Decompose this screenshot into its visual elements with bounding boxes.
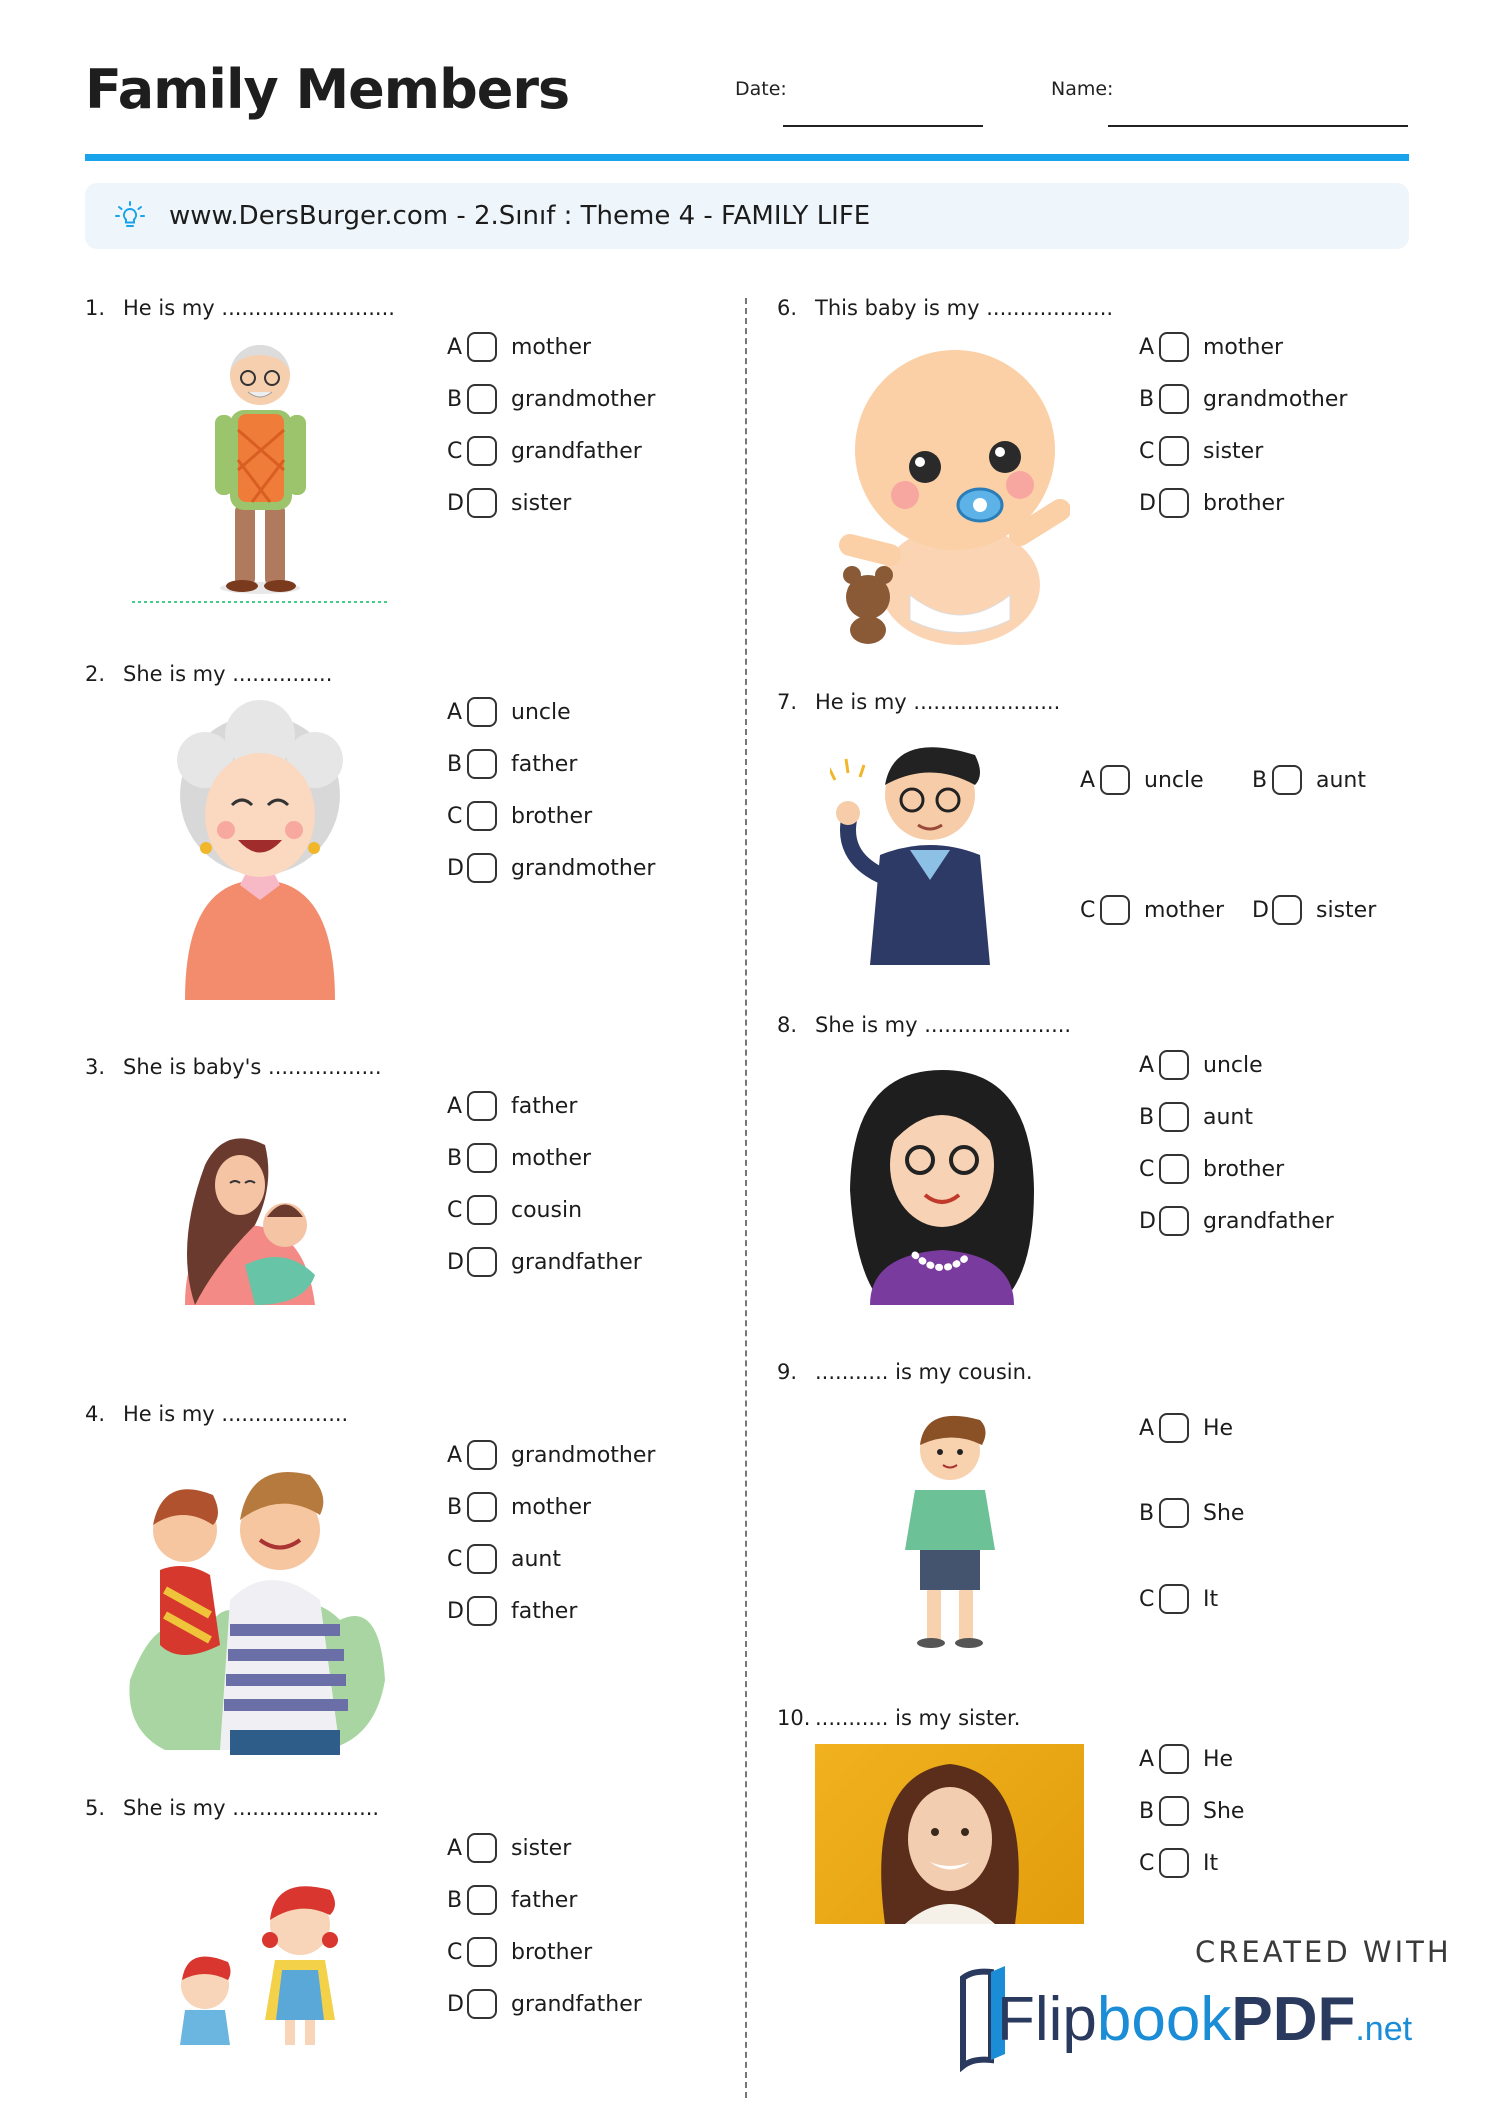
aunt-illustration	[845, 1065, 1040, 1305]
checkbox[interactable]	[467, 332, 497, 362]
q9-option-c[interactable]: C It	[1139, 1584, 1218, 1614]
question-4: 4. He is my ...................	[85, 1402, 349, 1426]
q8-option-c[interactable]: C brother	[1139, 1154, 1284, 1184]
checkbox[interactable]	[1159, 1796, 1189, 1826]
checkbox[interactable]	[467, 1937, 497, 1967]
checkbox[interactable]	[467, 384, 497, 414]
question-5: 5. She is my ......................	[85, 1796, 380, 1820]
checkbox[interactable]	[467, 1833, 497, 1863]
cousin-boy-illustration	[895, 1410, 1005, 1660]
checkbox[interactable]	[467, 1596, 497, 1626]
q8-option-a[interactable]: A uncle	[1139, 1050, 1263, 1080]
checkbox[interactable]	[1272, 765, 1302, 795]
q9-option-b[interactable]: B She	[1139, 1498, 1244, 1528]
name-label: Name:	[1051, 78, 1114, 100]
checkbox[interactable]	[1159, 332, 1189, 362]
q2-option-c[interactable]: C brother	[447, 801, 592, 831]
grandfather-illustration	[120, 330, 400, 620]
q5-option-b[interactable]: B father	[447, 1885, 577, 1915]
q2-option-b[interactable]: B father	[447, 749, 577, 779]
baby-illustration	[830, 335, 1070, 655]
uncle-illustration	[830, 735, 1010, 965]
checkbox[interactable]	[1159, 1102, 1189, 1132]
checkbox[interactable]	[467, 1195, 497, 1225]
sisters-illustration	[160, 1870, 350, 2055]
svg-text:FlipbookPDF.net: FlipbookPDF.net	[997, 1985, 1413, 2054]
question-3: 3. She is baby's .................	[85, 1055, 382, 1079]
q6-option-d[interactable]: D brother	[1139, 488, 1284, 518]
question-10: 10. ........... is my sister.	[777, 1706, 1021, 1730]
q1-option-c[interactable]: C grandfather	[447, 436, 642, 466]
checkbox[interactable]	[467, 1143, 497, 1173]
created-with-label: CREATED WITH	[1195, 1935, 1452, 1969]
lightbulb-icon	[113, 199, 147, 233]
checkbox[interactable]	[467, 1247, 497, 1277]
q4-option-a[interactable]: A grandmother	[447, 1440, 655, 1470]
q8-option-b[interactable]: B aunt	[1139, 1102, 1253, 1132]
question-2: 2. She is my ...............	[85, 662, 333, 686]
checkbox[interactable]	[1159, 1154, 1189, 1184]
question-9: 9. ........... is my cousin.	[777, 1360, 1033, 1384]
father-with-child-illustration	[120, 1440, 395, 1755]
q1-option-a[interactable]: A mother	[447, 332, 591, 362]
q3-option-b[interactable]: B mother	[447, 1143, 591, 1173]
flipbookpdf-logo[interactable]	[955, 1960, 1425, 2080]
question-1: 1. He is my ..........................	[85, 296, 395, 320]
checkbox[interactable]	[1159, 1744, 1189, 1774]
checkbox[interactable]	[1159, 1413, 1189, 1443]
checkbox[interactable]	[467, 749, 497, 779]
q7-option-c[interactable]: C mother	[1080, 895, 1224, 925]
column-divider	[745, 298, 747, 2098]
q5-option-c[interactable]: C brother	[447, 1937, 592, 1967]
checkbox[interactable]	[467, 1989, 497, 2019]
q6-option-b[interactable]: B grandmother	[1139, 384, 1347, 414]
checkbox[interactable]	[1159, 488, 1189, 518]
checkbox[interactable]	[1159, 1584, 1189, 1614]
checkbox[interactable]	[467, 1544, 497, 1574]
q6-option-a[interactable]: A mother	[1139, 332, 1283, 362]
checkbox[interactable]	[1159, 1206, 1189, 1236]
checkbox[interactable]	[467, 1885, 497, 1915]
q9-option-a[interactable]: A He	[1139, 1413, 1233, 1443]
q8-option-d[interactable]: D grandfather	[1139, 1206, 1334, 1236]
checkbox[interactable]	[1100, 895, 1130, 925]
q10-option-b[interactable]: B She	[1139, 1796, 1244, 1826]
q5-option-a[interactable]: A sister	[447, 1833, 571, 1863]
banner-text: www.DersBurger.com - 2.Sınıf : Theme 4 - FAMILY LIFE	[169, 201, 871, 231]
checkbox[interactable]	[1159, 436, 1189, 466]
checkbox[interactable]	[467, 697, 497, 727]
date-label: Date:	[735, 78, 787, 100]
q4-option-c[interactable]: C aunt	[447, 1544, 561, 1574]
sister-photo	[815, 1744, 1084, 1924]
checkbox[interactable]	[467, 436, 497, 466]
grandmother-illustration	[160, 700, 360, 1010]
checkbox[interactable]	[1272, 895, 1302, 925]
q10-option-c[interactable]: C It	[1139, 1848, 1218, 1878]
q2-option-d[interactable]: D grandmother	[447, 853, 655, 883]
header-rule	[85, 154, 1409, 161]
checkbox[interactable]	[467, 1492, 497, 1522]
q1-option-b[interactable]: B grandmother	[447, 384, 655, 414]
q1-option-d[interactable]: D sister	[447, 488, 571, 518]
page-title: Family Members	[85, 58, 570, 121]
date-field[interactable]	[783, 125, 983, 127]
checkbox[interactable]	[467, 1091, 497, 1121]
question-7: 7. He is my ......................	[777, 690, 1061, 714]
info-banner	[85, 183, 1409, 249]
mother-with-baby-illustration	[175, 1125, 335, 1315]
q7-option-d[interactable]: D sister	[1252, 895, 1376, 925]
q4-option-d[interactable]: D father	[447, 1596, 577, 1626]
sister-photo-graphic	[815, 1744, 1084, 1924]
q5-option-d[interactable]: D grandfather	[447, 1989, 642, 2019]
checkbox[interactable]	[1159, 384, 1189, 414]
q3-option-a[interactable]: A father	[447, 1091, 577, 1121]
question-6: 6. This baby is my ...................	[777, 296, 1114, 320]
q7-option-b[interactable]: B aunt	[1252, 765, 1366, 795]
q3-option-c[interactable]: C cousin	[447, 1195, 582, 1225]
checkbox[interactable]	[467, 488, 497, 518]
q4-option-b[interactable]: B mother	[447, 1492, 591, 1522]
checkbox[interactable]	[467, 801, 497, 831]
q7-option-a[interactable]: A uncle	[1080, 765, 1204, 795]
q6-option-c[interactable]: C sister	[1139, 436, 1263, 466]
q3-option-d[interactable]: D grandfather	[447, 1247, 642, 1277]
checkbox[interactable]	[467, 1440, 497, 1470]
checkbox[interactable]	[467, 853, 497, 883]
checkbox[interactable]	[1100, 765, 1130, 795]
checkbox[interactable]	[1159, 1848, 1189, 1878]
checkbox[interactable]	[1159, 1498, 1189, 1528]
question-8: 8. She is my ......................	[777, 1013, 1072, 1037]
q10-option-a[interactable]: A He	[1139, 1744, 1233, 1774]
name-field[interactable]	[1108, 125, 1408, 127]
checkbox[interactable]	[1159, 1050, 1189, 1080]
q2-option-a[interactable]: A uncle	[447, 697, 571, 727]
